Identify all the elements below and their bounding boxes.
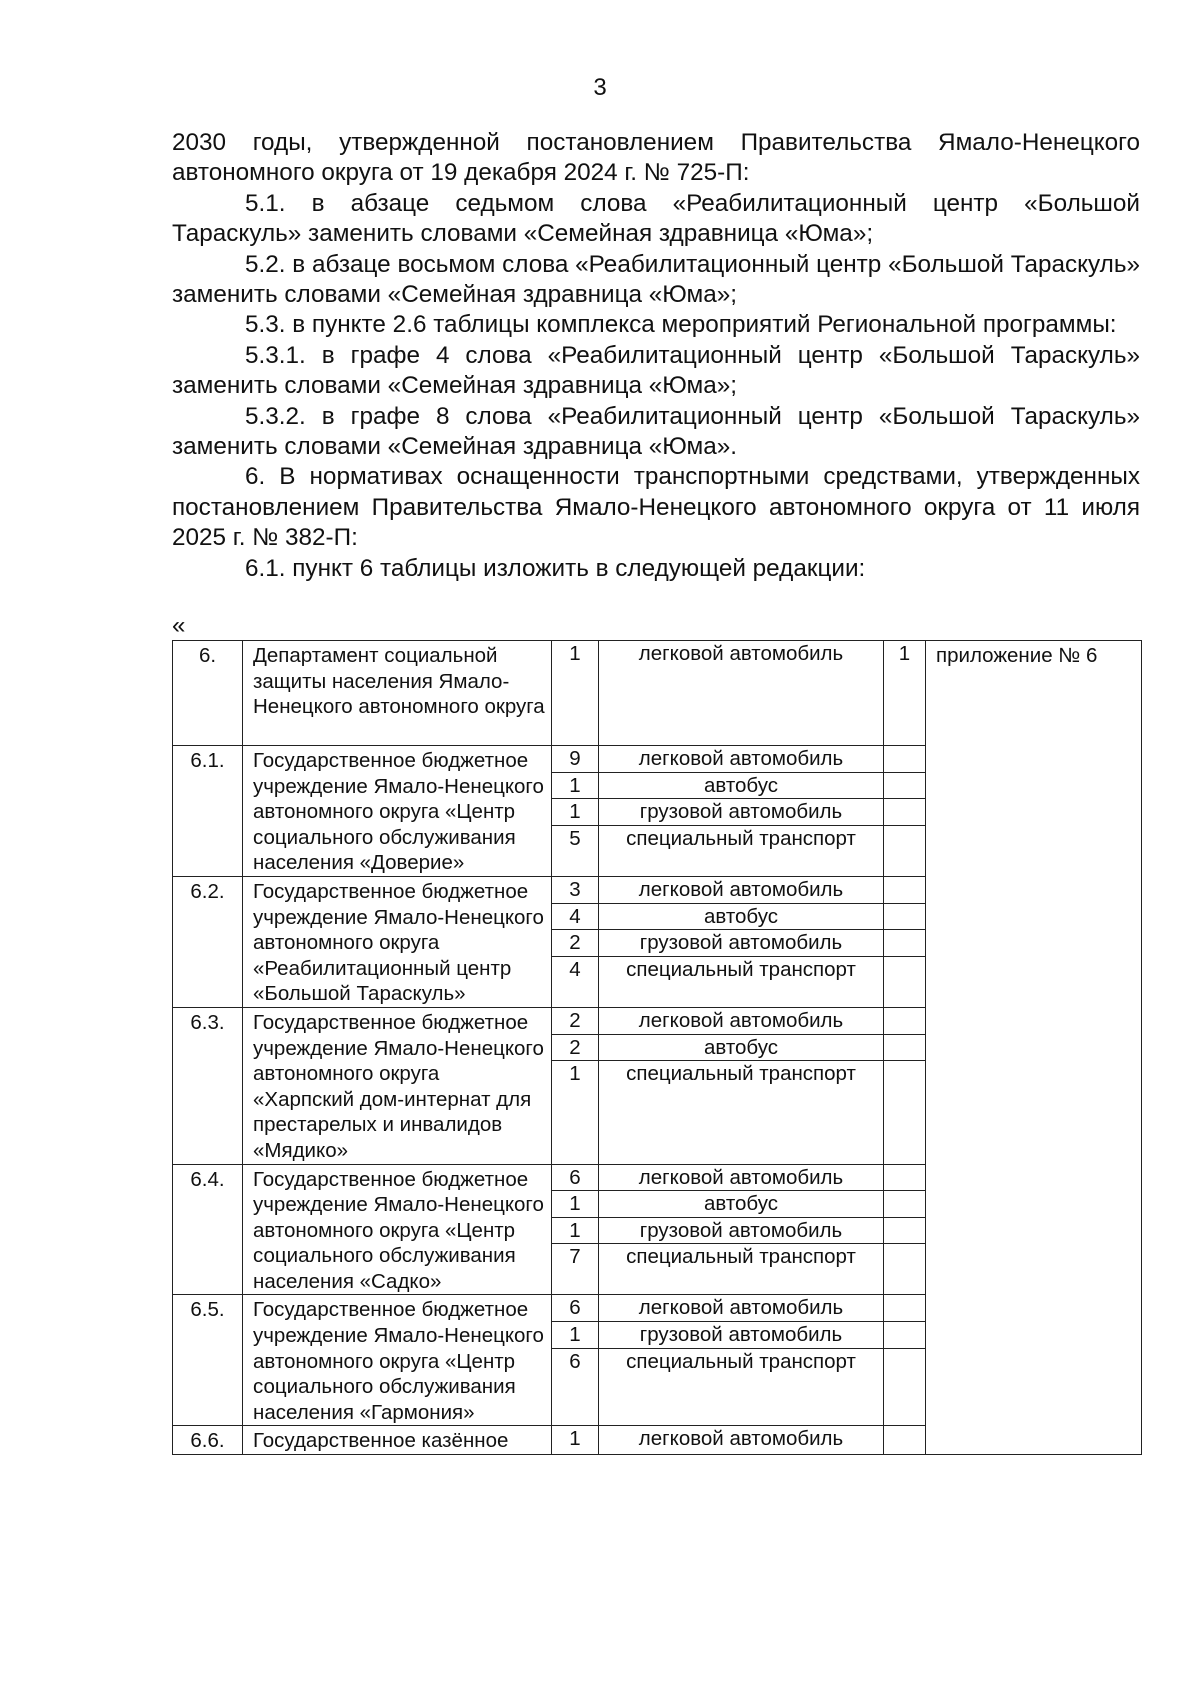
- vehicle-count: 1: [552, 1061, 599, 1164]
- vehicle-count-2: [884, 799, 926, 826]
- vehicle-count: 2: [552, 1034, 599, 1061]
- vehicle-count: 1: [552, 641, 599, 746]
- vehicle-count: 1: [552, 1191, 599, 1218]
- vehicle-count-2: [884, 1061, 926, 1164]
- vehicle-count-2: [884, 1322, 926, 1349]
- vehicle-count: 3: [552, 876, 599, 903]
- organization-name: Государственное бюджетное учреждение Ямало-Ненецкого автономного округа «Центр социального обслуживания населения «Доверие»: [243, 746, 552, 877]
- vehicle-count-2: [884, 903, 926, 930]
- opening-quote: «: [172, 612, 186, 639]
- table-row: [173, 641, 1142, 746]
- vehicle-count-2: [884, 876, 926, 903]
- vehicle-type: грузовой автомобиль: [599, 799, 884, 826]
- note-cell: приложение № 6: [926, 641, 1142, 1455]
- vehicle-count: 1: [552, 1322, 599, 1349]
- vehicle-count: 4: [552, 903, 599, 930]
- vehicle-type: грузовой автомобиль: [599, 1217, 884, 1244]
- transport-norms-table: [172, 640, 1142, 1455]
- vehicle-type: специальный транспорт: [599, 956, 884, 1007]
- vehicle-type: легковой автомобиль: [599, 746, 884, 773]
- row-number: 6.3.: [173, 1007, 243, 1164]
- vehicle-count: 5: [552, 825, 599, 876]
- vehicle-count-2: [884, 746, 926, 773]
- vehicle-type: специальный транспорт: [599, 1348, 884, 1426]
- row-number: 6.1.: [173, 746, 243, 877]
- vehicle-type: легковой автомобиль: [599, 641, 884, 746]
- vehicle-count-2: 1: [884, 641, 926, 746]
- vehicle-type: легковой автомобиль: [599, 1164, 884, 1191]
- vehicle-type: автобус: [599, 1034, 884, 1061]
- vehicle-type: специальный транспорт: [599, 1061, 884, 1164]
- paragraph-5-2: 5.2. в абзаце восьмом слова «Реабилитационный центр «Большой Тараскуль» заменить словами «Семейная здравница «Юма»;: [172, 250, 1140, 309]
- vehicle-type: автобус: [599, 772, 884, 799]
- vehicle-count-2: [884, 1191, 926, 1218]
- vehicle-count-2: [884, 1426, 926, 1455]
- vehicle-count: 9: [552, 746, 599, 773]
- vehicle-type: автобус: [599, 1191, 884, 1218]
- vehicle-count: 1: [552, 1217, 599, 1244]
- vehicle-count: 7: [552, 1244, 599, 1295]
- vehicle-type: грузовой автомобиль: [599, 930, 884, 957]
- vehicle-count: 2: [552, 1007, 599, 1034]
- organization-name: Государственное бюджетное учреждение Ямало-Ненецкого автономного округа «Реабилитационный центр «Большой Тараскуль»: [243, 876, 552, 1007]
- vehicle-count-2: [884, 772, 926, 799]
- vehicle-count: 2: [552, 930, 599, 957]
- vehicle-count-2: [884, 956, 926, 1007]
- vehicle-count-2: [884, 1295, 926, 1322]
- vehicle-count-2: [884, 1348, 926, 1426]
- paragraph-5-3-1: 5.3.1. в графе 4 слова «Реабилитационный центр «Большой Тараскуль» заменить словами «Семейная здравница «Юма»;: [172, 341, 1140, 400]
- page-number: 3: [593, 74, 607, 101]
- vehicle-type: автобус: [599, 903, 884, 930]
- row-number: 6.: [173, 641, 243, 746]
- vehicle-count-2: [884, 1217, 926, 1244]
- vehicle-type: легковой автомобиль: [599, 1426, 884, 1455]
- vehicle-count: 6: [552, 1164, 599, 1191]
- vehicle-count-2: [884, 1007, 926, 1034]
- vehicle-count-2: [884, 930, 926, 957]
- paragraph-6-1: 6.1. пункт 6 таблицы изложить в следующей редакции:: [245, 554, 866, 582]
- vehicle-type: специальный транспорт: [599, 1244, 884, 1295]
- vehicle-type: легковой автомобиль: [599, 1295, 884, 1322]
- paragraph-5-3-2: 5.3.2. в графе 8 слова «Реабилитационный центр «Большой Тараскуль» заменить словами «Семейная здравница «Юма».: [172, 402, 1140, 461]
- organization-name: Государственное бюджетное учреждение Ямало-Ненецкого автономного округа «Центр социального обслуживания населения «Садко»: [243, 1164, 552, 1295]
- vehicle-type: легковой автомобиль: [599, 876, 884, 903]
- organization-name: Департамент социальной защиты населения Ямало-Ненецкого автономного округа: [243, 641, 552, 746]
- row-number: 6.4.: [173, 1164, 243, 1295]
- row-number: 6.5.: [173, 1295, 243, 1426]
- paragraph-5-1: 5.1. в абзаце седьмом слова «Реабилитационный центр «Большой Тараскуль» заменить словами «Семейная здравница «Юма»;: [172, 189, 1140, 248]
- row-number: 6.2.: [173, 876, 243, 1007]
- paragraph-intro: 2030 годы, утвержденной постановлением Правительства Ямало-Ненецкого автономного округа от 19 декабря 2024 г. № 725-П:: [172, 129, 1140, 187]
- vehicle-count-2: [884, 1034, 926, 1061]
- vehicle-type: специальный транспорт: [599, 825, 884, 876]
- paragraph-6: 6. В нормативах оснащенности транспортными средствами, утвержденных постановлением Правительства Ямало-Ненецкого автономного округа от 11 июля 2025 г. № 382-П:: [172, 463, 1140, 552]
- row-number: 6.6.: [173, 1426, 243, 1455]
- vehicle-count-2: [884, 825, 926, 876]
- paragraph-5-3: 5.3. в пункте 2.6 таблицы комплекса мероприятий Региональной программы:: [245, 311, 1117, 339]
- vehicle-count: 1: [552, 772, 599, 799]
- vehicle-count: 1: [552, 799, 599, 826]
- vehicle-count: 6: [552, 1348, 599, 1426]
- table-body: [173, 641, 1142, 1455]
- vehicle-count-2: [884, 1164, 926, 1191]
- vehicle-count-2: [884, 1244, 926, 1295]
- vehicle-count: 4: [552, 956, 599, 1007]
- organization-name: Государственное казённое: [243, 1426, 552, 1455]
- vehicle-count: 6: [552, 1295, 599, 1322]
- body-text: [172, 128, 1140, 584]
- organization-name: Государственное бюджетное учреждение Ямало-Ненецкого автономного округа «Центр социального обслуживания населения «Гармония»: [243, 1295, 552, 1426]
- vehicle-type: грузовой автомобиль: [599, 1322, 884, 1349]
- vehicle-type: легковой автомобиль: [599, 1007, 884, 1034]
- organization-name: Государственное бюджетное учреждение Ямало-Ненецкого автономного округа «Харпский дом-интернат для престарелых и инвалидов «Мядико»: [243, 1007, 552, 1164]
- vehicle-count: 1: [552, 1426, 599, 1455]
